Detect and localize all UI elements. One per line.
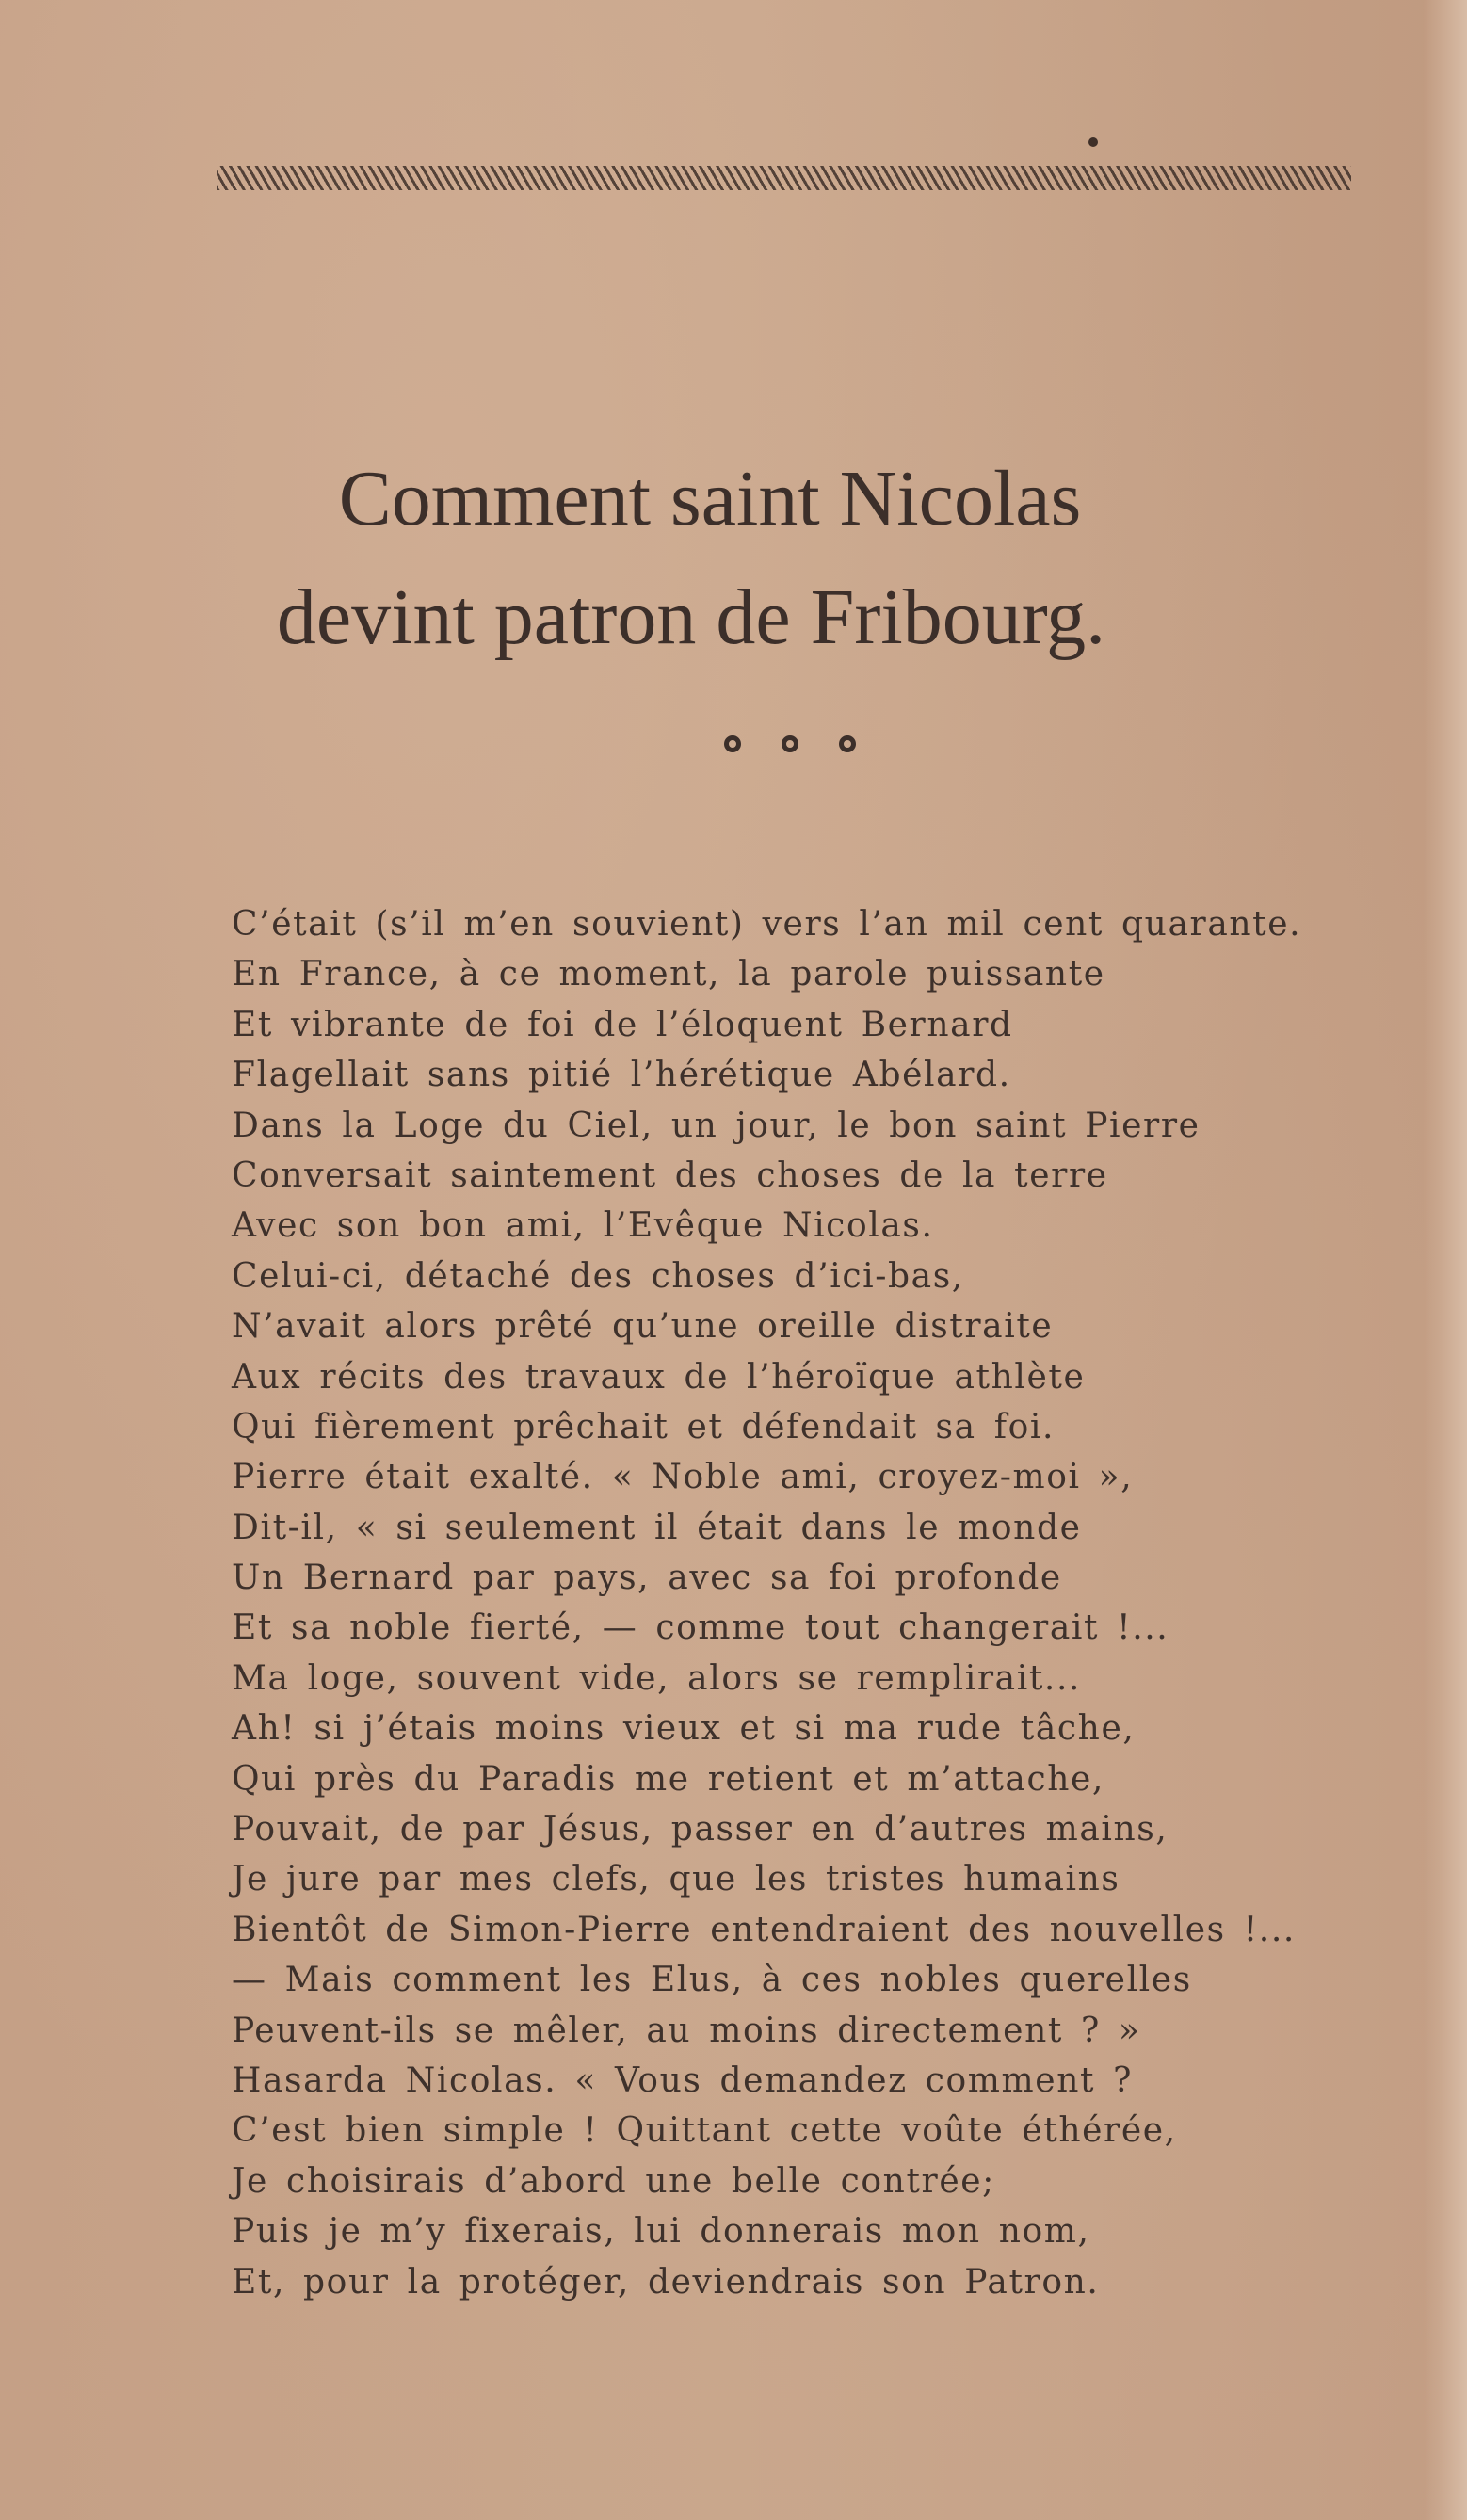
poem-body <box>232 899 1399 2307</box>
poem-line: Bientôt de Simon-Pierre entendraient des nouvelles !... <box>232 1910 1296 1949</box>
poem-line: — Mais comment les Elus, à ces nobles querelles <box>232 1961 1192 2000</box>
divider-circle-icon <box>724 735 741 752</box>
divider-circle-icon <box>782 735 798 752</box>
poem-line: Aux récits des travaux de l’héroïque athlète <box>232 1357 1086 1397</box>
poem-line: Je choisirais d’abord une belle contrée; <box>232 2161 995 2201</box>
poem-line: Avec son bon ami, l’Evêque Nicolas. <box>232 1206 934 1246</box>
poem-line: Ma loge, souvent vide, alors se remplirait... <box>232 1658 1082 1698</box>
poem-line: Et vibrante de foi de l’éloquent Bernard <box>232 1005 1013 1044</box>
poem-line: Celui-ci, détaché des choses d’ici-bas, <box>232 1256 964 1296</box>
poem-line: Conversait saintement des choses de la terre <box>232 1155 1108 1195</box>
poem-line: Et sa noble fierté, — comme tout changerait !... <box>232 1608 1169 1648</box>
page-edge-shadow <box>1424 0 1467 2520</box>
poem-line: Flagellait sans pitié l’hérétique Abélard. <box>232 1056 1011 1095</box>
poem-line: Puis je m’y fixerais, lui donnerais mon nom, <box>232 2212 1090 2252</box>
title-line-1: Comment saint Nicolas <box>338 455 1082 542</box>
poem-line: C’était (s’il m’en souvient) vers l’an mil cent quarante. <box>232 905 1302 944</box>
poem-line: N’avait alors prêté qu’une oreille distraite <box>232 1307 1054 1347</box>
poem-line: Un Bernard par pays, avec sa foi profonde <box>232 1559 1062 1598</box>
poem-line: Qui fièrement prêchait et défendait sa foi. <box>232 1407 1056 1446</box>
poem-line: C’est bien simple ! Quittant cette voûte éthérée, <box>232 2111 1177 2151</box>
poem-line: Qui près du Paradis me retient et m’attache, <box>232 1759 1104 1799</box>
poem-line: Ah! si j’étais moins vieux et si ma rude tâche, <box>232 1709 1136 1749</box>
poem-line: Dans la Loge du Ciel, un jour, le bon saint Pierre <box>232 1106 1201 1145</box>
poem-line: Peuvent-ils se mêler, au moins directement ? » <box>232 2011 1141 2050</box>
poem-line: Pierre était exalté. « Noble ami, croyez-moi », <box>232 1458 1134 1497</box>
poem-line: En France, à ce moment, la parole puissante <box>232 955 1105 994</box>
poem-line: Je jure par mes clefs, que les tristes humains <box>232 1860 1120 1899</box>
decorative-hatched-band <box>217 166 1351 190</box>
poem-line: Et, pour la protéger, deviendrais son Patron. <box>232 2262 1100 2302</box>
title-line-2: devint patron de Fribourg. <box>276 573 1106 661</box>
divider-circle-icon <box>839 735 856 752</box>
poem-line: Hasarda Nicolas. « Vous demandez comment ? <box>232 2060 1133 2100</box>
poem-line: Dit-il, « si seulement il était dans le monde <box>232 1508 1082 1547</box>
section-divider-circles <box>724 735 856 756</box>
poem-line: Pouvait, de par Jésus, passer en d’autres mains, <box>232 1810 1169 1850</box>
ornament-dot <box>1088 137 1098 147</box>
